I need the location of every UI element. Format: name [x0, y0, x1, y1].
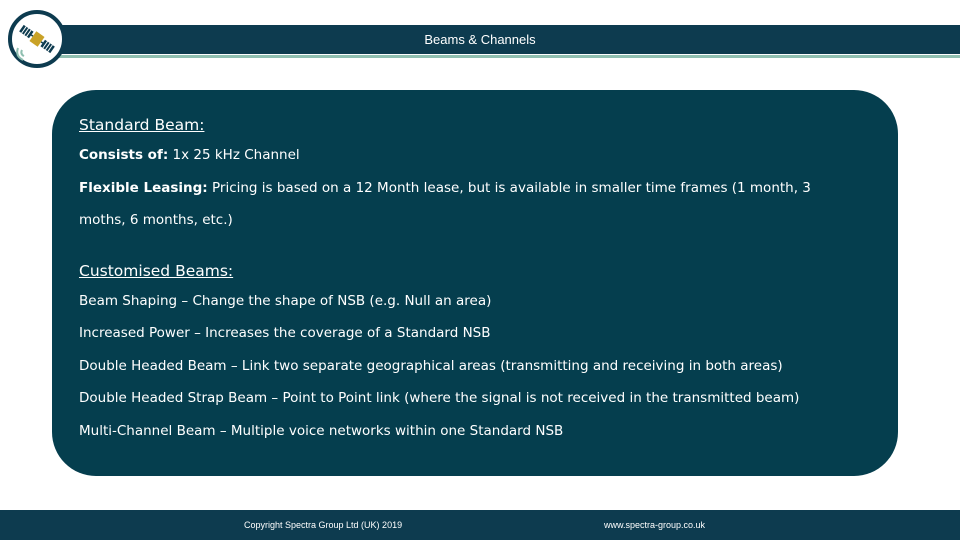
flexible-leasing-text: Pricing is based on a 12 Month lease, but is available in smaller time frames (1 month, 3 — [207, 179, 811, 196]
list-item: Multi-Channel Beam – Multiple voice networks within one Standard NSB — [79, 422, 564, 439]
consists-text: 1x 25 kHz Channel — [168, 147, 300, 163]
header-divider — [40, 55, 960, 58]
flexible-leasing-label: Flexible Leasing: — [79, 179, 208, 196]
list-item: Double Headed Beam – Link two separate geographical areas (transmitting and receiving in both areas) — [79, 357, 783, 374]
page-title: Beams & Channels — [424, 32, 536, 47]
content-body — [79, 112, 879, 450]
list-item: Double Headed Strap Beam – Point to Point link (where the signal is not received in the transmitted beam) — [79, 390, 800, 406]
flexible-leasing-continuation: moths, 6 months, etc.) — [79, 212, 233, 228]
customised-beams-heading: Customised Beams: — [79, 261, 234, 280]
footer-copyright: Copyright Spectra Group Ltd (UK) 2019 — [244, 520, 403, 530]
footer-website-link[interactable]: www.spectra-group.co.uk — [604, 520, 706, 530]
list-item: Increased Power – Increases the coverage of a Standard NSB — [79, 325, 491, 341]
satellite-icon — [8, 10, 66, 68]
footer-bar — [0, 510, 960, 540]
flexible-leasing-line — [79, 175, 879, 208]
consists-line — [79, 142, 879, 175]
list-item: Beam Shaping – Change the shape of NSB (e.g. Null an area) — [79, 292, 492, 309]
standard-beam-heading: Standard Beam: — [79, 116, 205, 134]
consists-label: Consists of: — [79, 147, 169, 163]
